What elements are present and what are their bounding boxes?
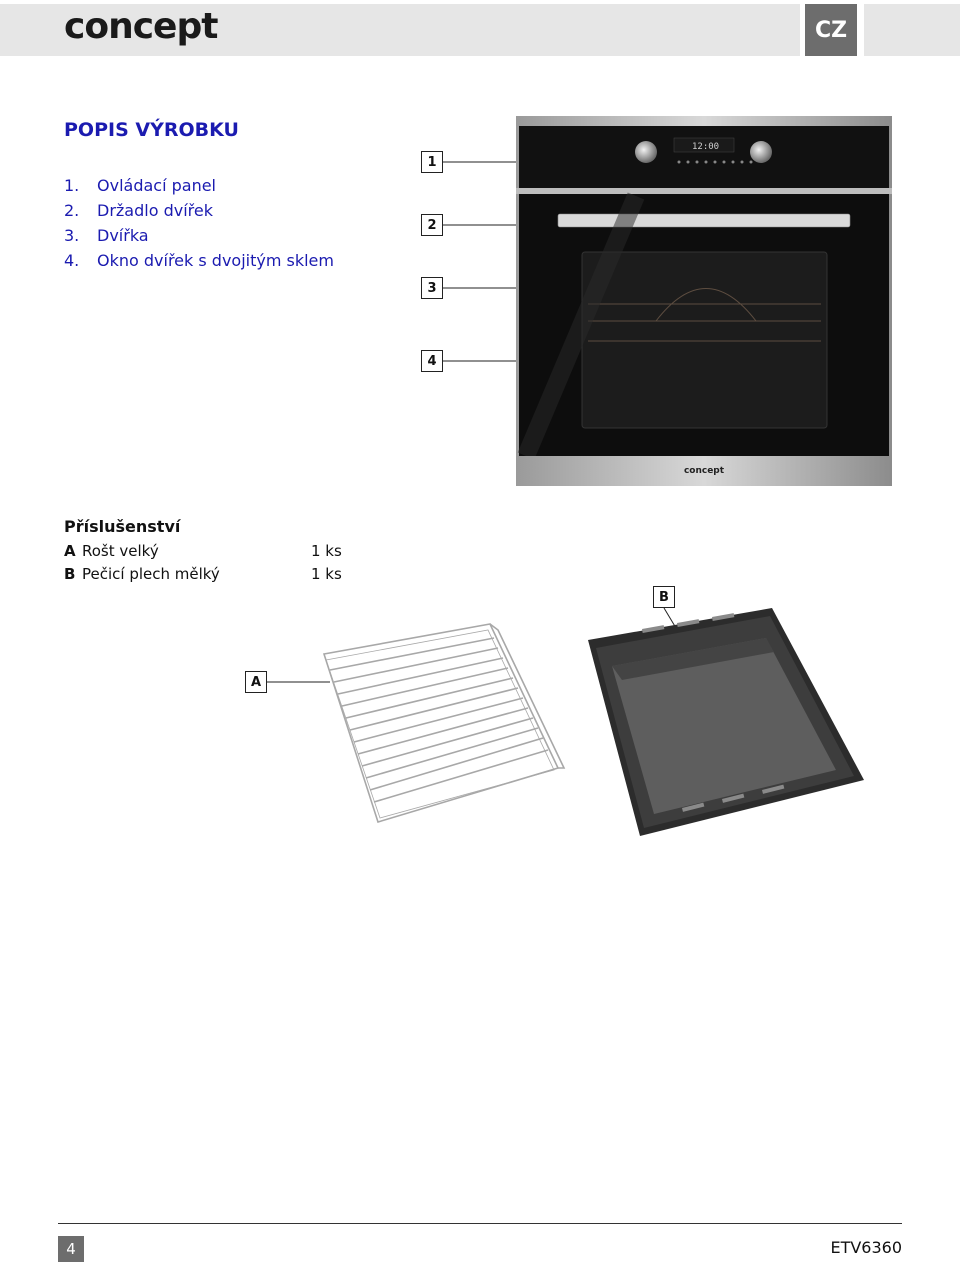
- accessory-row-b: B Pečicí plech mělký: [64, 565, 220, 583]
- section-title: POPIS VÝROBKU: [64, 119, 239, 141]
- door-window: [582, 252, 827, 428]
- accessory-row-a: A Rošt velký: [64, 542, 159, 560]
- callout-a: A: [245, 671, 267, 693]
- language-badge: CZ: [805, 4, 857, 56]
- oven-logo: concept: [683, 466, 725, 476]
- callout-2: 2: [421, 214, 443, 236]
- header-bar-right: [864, 4, 960, 56]
- callout-b: B: [653, 586, 675, 608]
- accessory-qty-b: 1 ks: [311, 565, 342, 583]
- callout-1: 1: [421, 151, 443, 173]
- oven-display: 12:00: [692, 142, 720, 152]
- brand-logo: concept: [64, 6, 218, 47]
- left-knob: [635, 141, 657, 163]
- parts-list: [64, 173, 334, 273]
- page-number: 4: [58, 1236, 84, 1262]
- door-handle: [558, 214, 850, 227]
- part-item: 4. Okno dvířek s dvojitým sklem: [64, 251, 334, 270]
- control-panel: [519, 126, 889, 188]
- baking-tray-illustration: [582, 604, 867, 839]
- part-item: 2. Držadlo dvířek: [64, 201, 213, 220]
- oven-illustration: [516, 116, 892, 486]
- callout-4: 4: [421, 350, 443, 372]
- accessory-qty-a: 1 ks: [311, 542, 342, 560]
- accessories-title: Příslušenství: [64, 517, 181, 536]
- part-item: 3. Dvířka: [64, 226, 149, 245]
- footer-rule: [58, 1223, 902, 1224]
- callout-3: 3: [421, 277, 443, 299]
- right-knob: [750, 141, 772, 163]
- model-number: ETV6360: [830, 1238, 902, 1257]
- wire-rack-illustration: [318, 618, 568, 828]
- part-item: 1. Ovládací panel: [64, 176, 216, 195]
